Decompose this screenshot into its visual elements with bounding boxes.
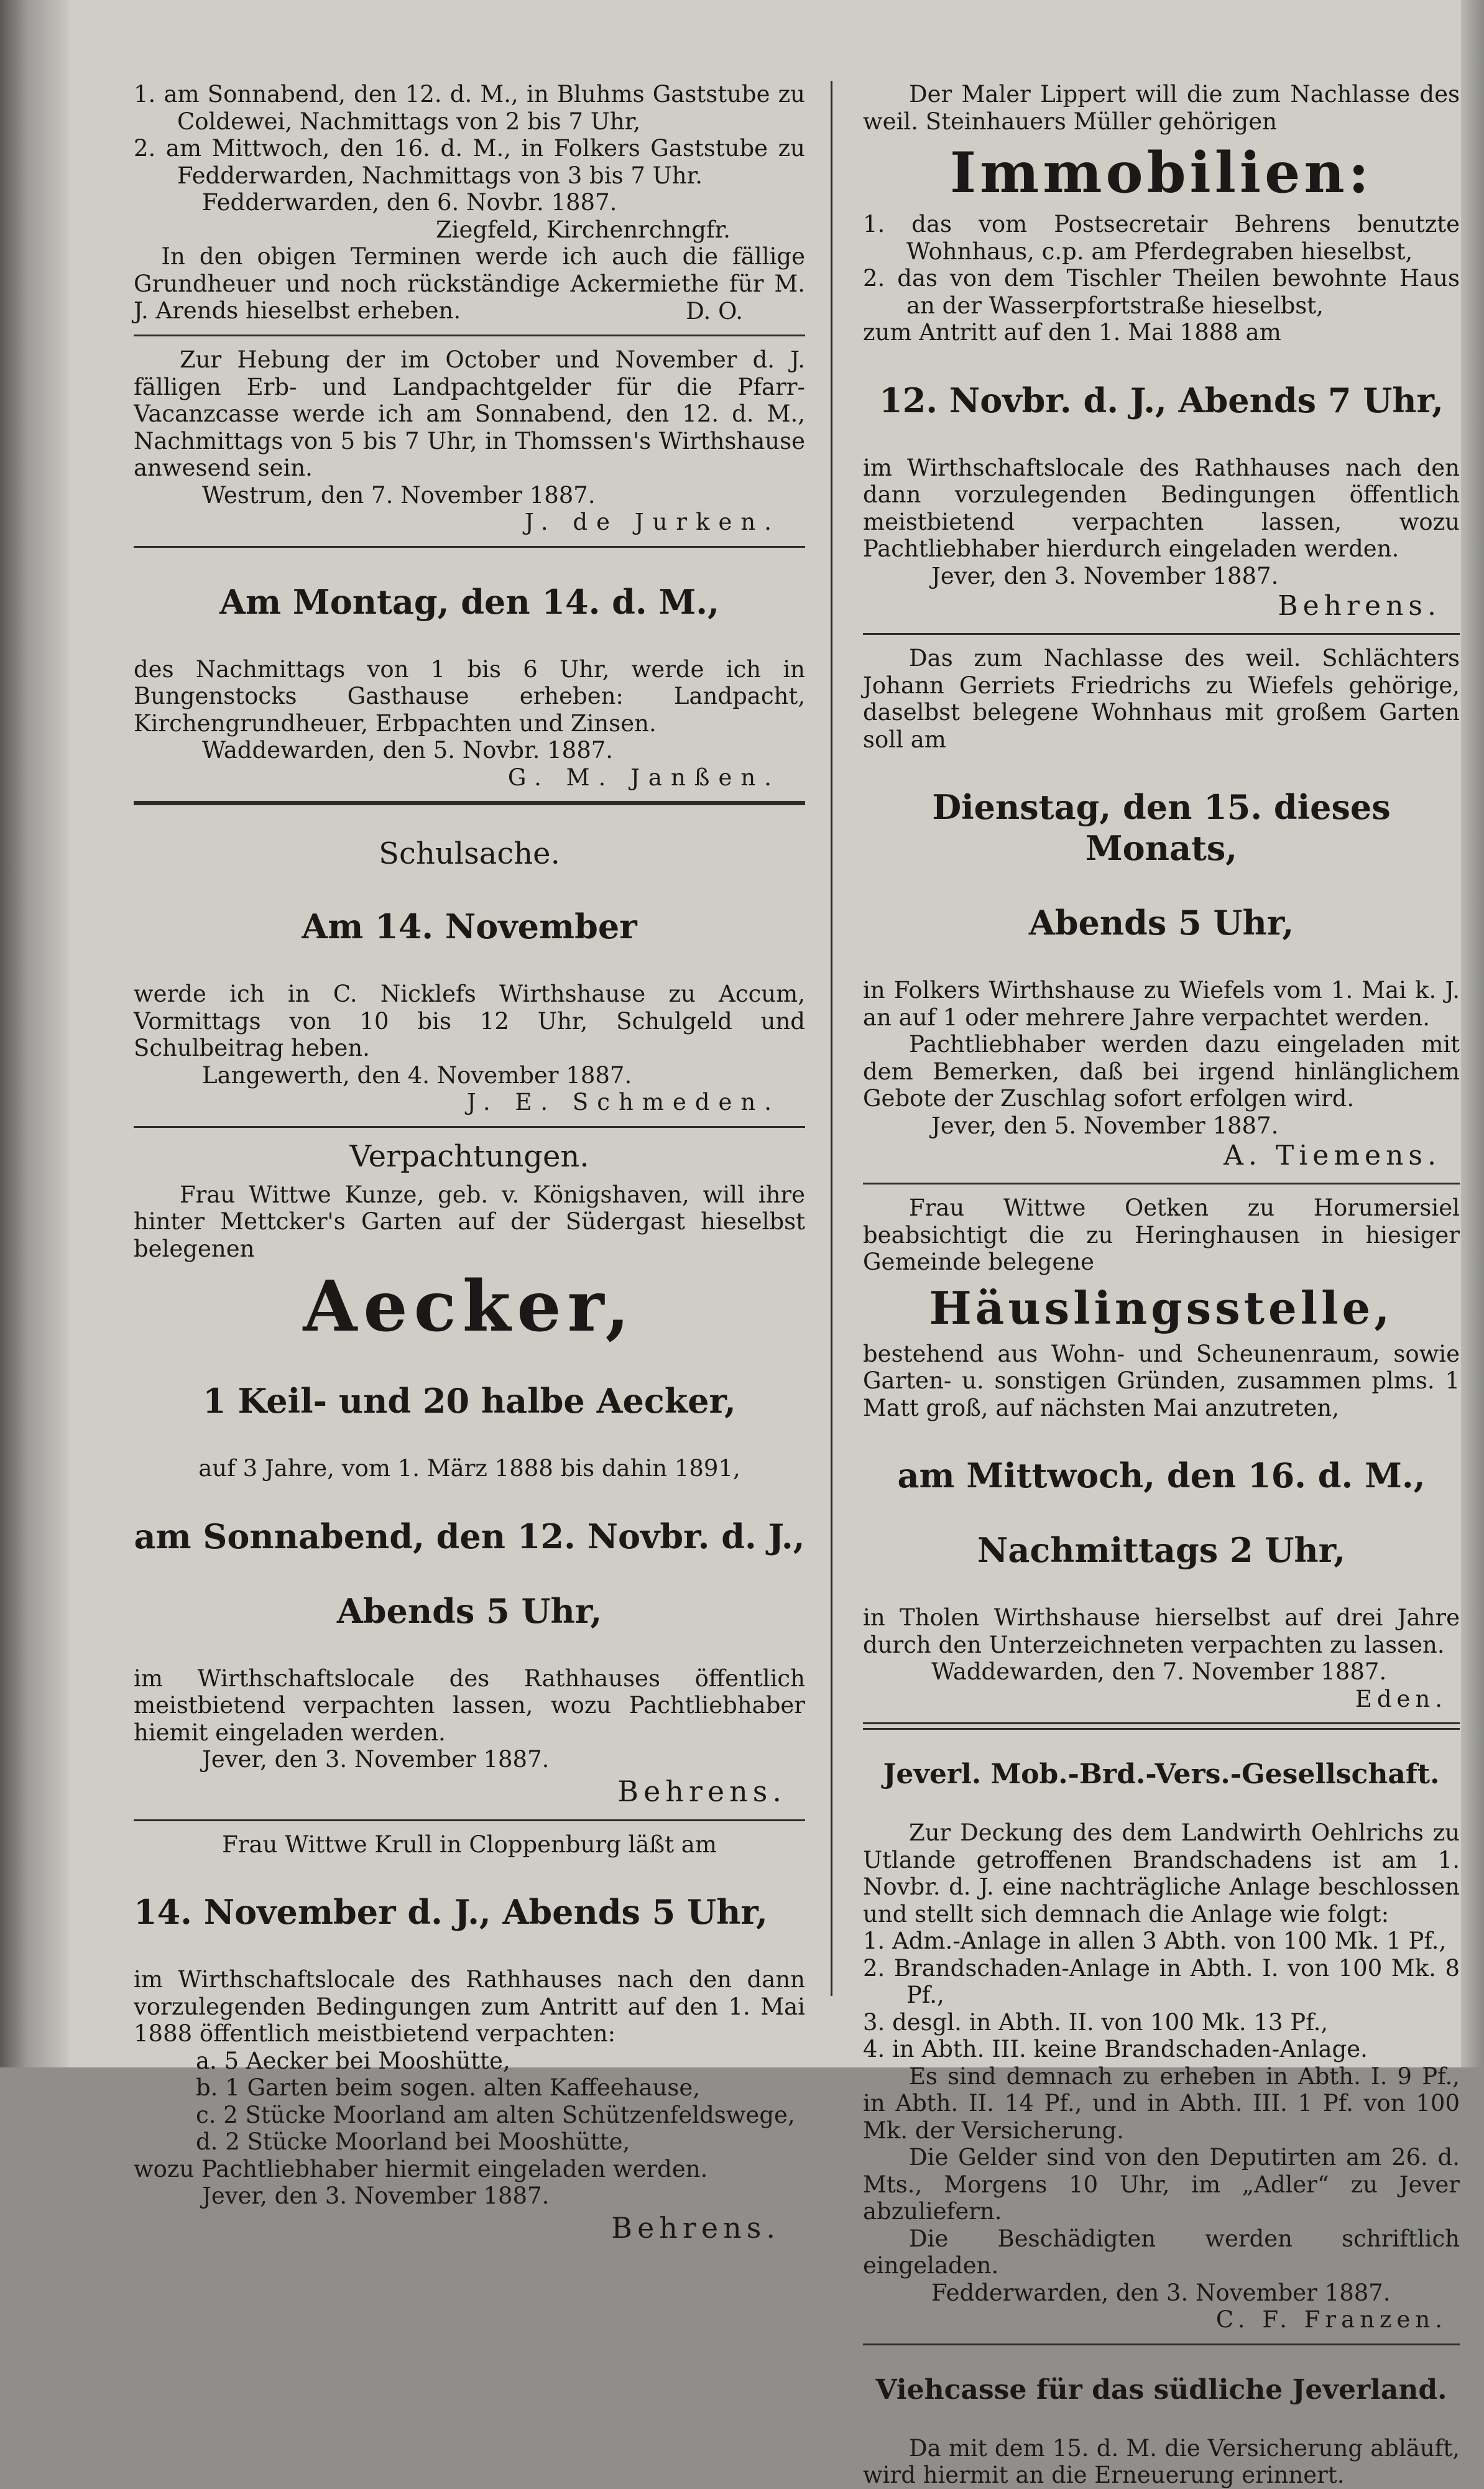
notice-signature: J. E. Schmeden. [466,1089,780,1115]
list-item: 2. am Mittwoch, den 16. d. M., in Folkers Gaststube zu Fedderwarden, Nachmittags von 3 bis 7 Uhr. [134,135,805,189]
notice-text: Frau Wittwe Krull in Cloppenburg läßt am [222,1831,717,1858]
notice-verpachtungen [134,1138,805,1809]
notice-versicherung [863,1757,1460,2334]
notice-text: auf 3 Jahre, vom 1. März 1888 bis dahin 1891, [198,1455,740,1482]
notice-headline: Immobilien: [949,140,1373,206]
notice-viehcasse [863,2373,1460,2489]
notice-date: Waddewarden, den 7. November 1887. [931,1658,1387,1685]
notice-date: Langewerth, den 4. November 1887. [202,1061,632,1089]
notice-text: wozu Pachtliebhaber hiermit eingeladen werden. [134,2155,708,2182]
list-item: 2. das von dem Tischler Theilen bewohnte Haus an der Wasserpfortstraße hieselbst, [863,265,1460,319]
notice-signature: Behrens. [1278,590,1441,622]
list-item: d. 2 Stücke Moorland bei Mooshütte, [196,2128,630,2155]
notice-date: Jever, den 3. November 1887. [202,1746,550,1773]
notice-headline: Aecker, [303,1266,636,1347]
divider [134,1819,805,1821]
notice-heading: 14. November d. J., Abends 5 Uhr, [134,1892,768,1932]
list-item: b. 1 Garten beim sogen. alten Kaffeehause, [196,2074,701,2101]
notice-signature: Ziegfeld, Kirchenrchngfr. [435,216,730,243]
notice-text: bestehend aus Wohn- und Scheunenraum, sowie Garten- u. sonstigen Gründen, zusammen plms. 1 Matt groß, auf nächsten Mai anzutreten, [863,1340,1460,1421]
notice-text: im Wirthschaftslocale des Rathhauses nach den dann vorzulegenden Bedingungen zum Antritt auf den 1. Mai 1888 öffentlich meistbietend verpachten: [134,1966,805,2047]
notice-text: Das zum Nachlasse des weil. Schlächters Johann Gerriets Friedrichs zu Wiefels gehörige, daselbst belegene Wohnhaus mit großem Garten soll am [863,645,1460,753]
divider [863,1183,1460,1184]
list-item: 3. desgl. in Abth. II. von 100 Mk. 13 Pf., [863,2008,1329,2036]
column-divider [831,81,832,1996]
notice-text: werde ich in C. Nicklefs Wirthshause zu Accum, Vormittags von 10 bis 12 Uhr, Schulgeld und Schulbeitrag heben. [134,981,805,1061]
notice-heading: 12. Novbr. d. J., Abends 7 Uhr, [879,380,1444,420]
notice-text: Der Maler Lippert will die zum Nachlasse des weil. Steinhauers Müller gehörigen [863,81,1460,135]
notice-signature: G. M. Janßen. [507,764,780,791]
section-title: Verpachtungen. [349,1138,589,1174]
notice-friedrichs [863,645,1460,1173]
notice-waddewarden [134,581,805,792]
notice-signature: D. O. [686,297,743,325]
notice-signature: Behrens. [611,2210,780,2245]
list-item: 2. Brandschaden-Anlage in Abth. I. von 100 Mk. 8 Pf., [863,1954,1460,2008]
notice-text: Zur Deckung des dem Landwirth Oehlrichs zu Utlande getroffenen Brandschadens ist am 1. Novbr. d. J. eine nachträgliche Anlage beschlossen und stellt sich demnach die Anlage wie folgt: [863,1819,1460,1928]
notice-text: Pachtliebhaber werden dazu eingeladen mit dem Bemerken, daß bei irgend hinlänglichem Gebote der Zuschlag sofort erfolgen wird. [863,1031,1460,1112]
notice-westrum [134,346,805,536]
divider [134,801,805,805]
divider [863,2344,1460,2345]
list-item: 1. Adm.-Anlage in allen 3 Abth. von 100 Mk. 1 Pf., [863,1928,1447,1954]
list-item: 4. in Abth. III. keine Brandschaden-Anlage. [863,2036,1368,2062]
list-item: 1. das vom Postsecretair Behrens benutzte Wohnhaus, c.p. am Pferdegraben hieselbst, [863,211,1460,265]
notice-text: Die Gelder sind von den Deputirten am 26. d. Mts., Morgens 10 Uhr, im „Adler“ zu Jever abzuliefern. [863,2144,1460,2225]
list-item: 1. am Sonnabend, den 12. d. M., in Bluhms Gaststube zu Coldewei, Nachmittags von 2 bis 7 Uhr, [134,81,805,135]
notice-heading: 1 Keil- und 20 halbe Aecker, [203,1381,736,1421]
section-title: Viehcasse für das südliche Jeverland. [875,2373,1447,2406]
notice-signature: C. F. Franzen. [1215,2306,1447,2333]
notice-heading: Abends 5 Uhr, [336,1591,602,1631]
notice-oetken [863,1194,1460,1712]
notice-date: Fedderwarden, den 6. Novbr. 1887. [202,189,617,216]
divider [863,633,1460,635]
notice-signature: A. Tiemens. [1224,1140,1441,1171]
right-column [863,81,1460,2489]
notice-text: Zur Hebung der im October und November d. J. fälligen Erb- und Landpachtgelder für die Pfarr-Vacanzcasse werde ich am Sonnabend, den 12. d. M., Nachmittags von 5 bis 7 Uhr, in Thomssen's Wirthshause anwesend sein. [134,346,805,481]
notice-date: Jever, den 5. November 1887. [931,1112,1279,1139]
notice-heading: Abends 5 Uhr, [1028,903,1294,943]
notice-text: zum Antritt auf den 1. Mai 1888 am [863,319,1281,346]
notice-text: Frau Wittwe Kunze, geb. v. Königshaven, will ihre hinter Mettcker's Garten auf der Südergast hieselbst belegenen [134,1181,805,1262]
notice-date: Westrum, den 7. November 1887. [202,481,596,509]
notice-heading: Am 14. November [302,907,637,946]
divider [134,335,805,336]
left-column [134,81,805,2246]
notice-lippert [863,81,1460,623]
divider [134,1126,805,1128]
list-item: a. 5 Aecker bei Mooshütte, [196,2047,510,2074]
notice-schulsache [134,835,805,1116]
notice-text: des Nachmittags von 1 bis 6 Uhr, werde ich in Bungenstocks Gasthause erheben: Landpacht, Kirchengrundheuer, Erbpachten und Zinsen. [134,655,805,737]
notice-fedderwarden [134,81,805,325]
notice-heading: am Mittwoch, den 16. d. M., [897,1456,1426,1495]
notice-text: Da mit dem 15. d. M. die Versicherung abläuft, wird hiermit an die Erneuerung erinnert. [863,2434,1460,2488]
notice-text: im Wirthschaftslocale des Rathhauses nach den dann vorzulegenden Bedingungen öffentlich meistbietend verpachten lassen, wozu Pachtliebhaber hierdurch eingeladen werden. [863,454,1460,562]
notice-date: Jever, den 3. November 1887. [931,562,1279,589]
notice-text: im Wirthschaftslocale des Rathhauses öffentlich meistbietend verpachten lassen, wozu Pachtliebhaber hiemit eingeladen werden. [134,1665,805,1746]
notice-signature: Behrens. [617,1774,786,1808]
notice-heading: Am Montag, den 14. d. M., [219,581,719,622]
divider [863,1722,1460,1730]
page-edge [1461,0,1484,2067]
notice-date: Waddewarden, den 5. Novbr. 1887. [202,737,614,764]
notice-heading: Dienstag, den 15. dieses Monats, [932,787,1391,868]
section-title: Jeverl. Mob.-Brd.-Vers.-Gesellschaft. [883,1758,1440,1790]
notice-text: Frau Wittwe Oetken zu Horumersiel beabsichtigt die zu Heringhausen in hiesiger Gemeinde belegene [863,1194,1460,1275]
notice-date: Jever, den 3. November 1887. [202,2182,550,2209]
notice-text: In den obigen Terminen werde ich auch die fällige Grundheuer und noch rückständige Ackermiethe für M. J. Arends hieselbst erheben. [134,243,805,324]
list-item: c. 2 Stücke Moorland am alten Schützenfeldswege, [196,2101,795,2128]
notice-date: Fedderwarden, den 3. November 1887. [931,2279,1391,2306]
notice-heading: Nachmittags 2 Uhr, [977,1530,1346,1570]
notice-krull [134,1831,805,2246]
notice-text: Die Beschädigten werden schriftlich eingeladen. [863,2225,1460,2279]
notice-heading: am Sonnabend, den 12. Novbr. d. J., [134,1516,805,1556]
section-title: Schulsache. [379,836,560,871]
notice-text: Es sind demnach zu erheben in Abth. I. 9 Pf., in Abth. II. 14 Pf., und in Abth. III. 1 Pf. von 100 Mk. der Versicherung. [863,2062,1460,2144]
notice-signature: Eden. [1355,1685,1447,1712]
divider [134,546,805,548]
notice-text: in Folkers Wirthshause zu Wiefels vom 1. Mai k. J. an auf 1 oder mehrere Jahre verpachtet werden. [863,977,1460,1031]
notice-text: in Tholen Wirthshause hierselbst auf drei Jahre durch den Unterzeichneten verpachten zu lassen. [863,1604,1460,1658]
book-binding [0,0,68,2067]
notice-signature: J. de Jurken. [524,509,780,535]
notice-headline: Häuslingsstelle, [929,1281,1394,1334]
